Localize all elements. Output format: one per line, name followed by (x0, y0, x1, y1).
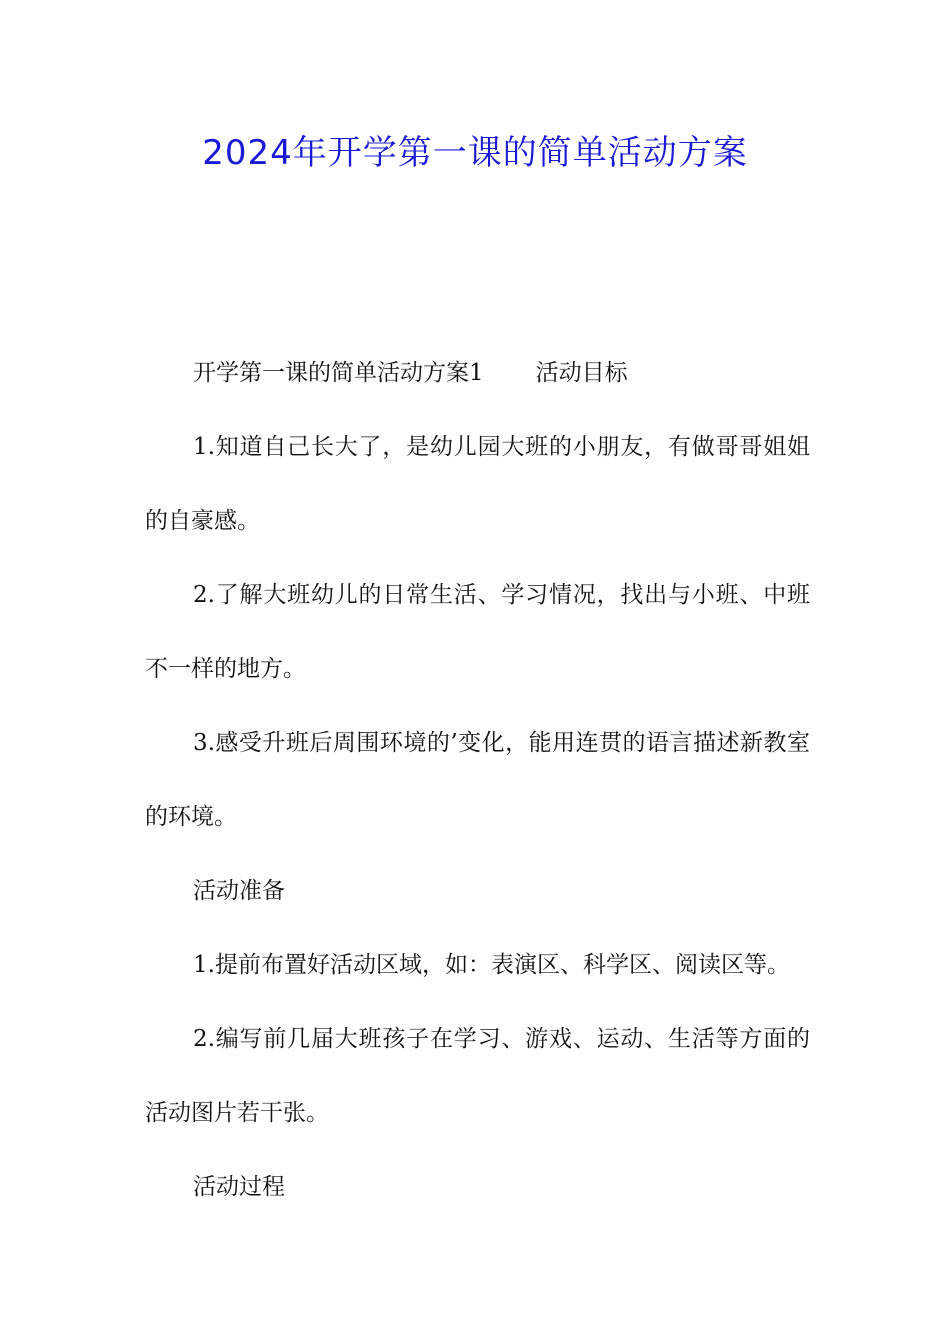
section-heading-preparation: 活动准备 (193, 878, 285, 904)
paragraph: 1.知道自己长大了，是幼儿园大班的小朋友，有做哥哥姐姐的自豪感。 (145, 434, 810, 534)
paragraph: 1.提前布置好活动区域，如：表演区、科学区、阅读区等。 (193, 952, 790, 978)
paragraph-section-heading (145, 336, 810, 410)
objectives-heading: 活动目标 (535, 360, 628, 386)
document-title: 2024年开学第一课的简单活动方案 (202, 133, 748, 173)
section-heading-process: 活动过程 (193, 1174, 285, 1200)
paragraph: 2.了解大班幼儿的日常生活、学习情况，找出与小班、中班不一样的地方。 (145, 582, 810, 682)
paragraph: 2.编写前几届大班孩子在学习、游戏、运动、生活等方面的活动图片若干张。 (145, 1026, 810, 1126)
paragraph: 3.感受升班后周围环境的’变化，能用连贯的语言描述新教室的环境。 (145, 730, 810, 830)
document-body (145, 336, 810, 1224)
plan-heading: 开学第一课的简单活动方案1 (193, 360, 484, 386)
